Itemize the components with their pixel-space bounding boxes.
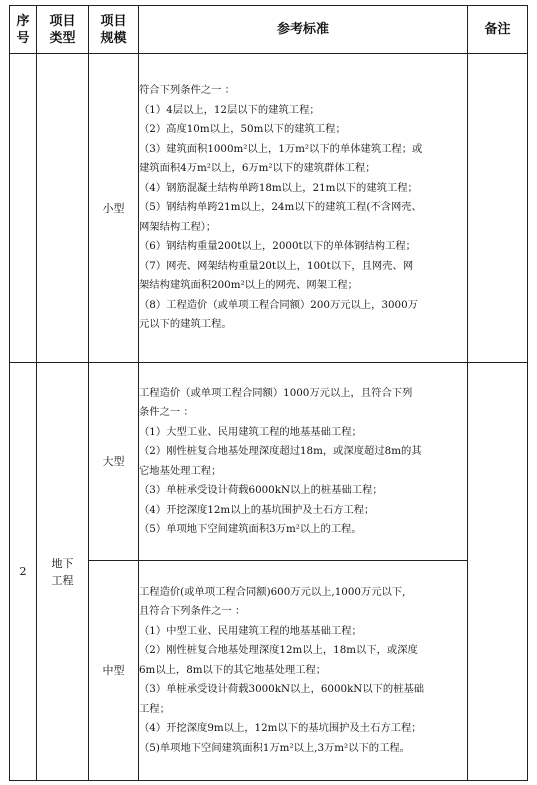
scale-cell: 小型: [89, 54, 139, 363]
header-reference-standard: 参考标准: [139, 6, 468, 54]
header-project-type: 项目 类型: [37, 6, 89, 54]
scale-cell: 中型: [89, 561, 139, 781]
number-cell: [10, 54, 37, 363]
project-type-cell: [37, 54, 89, 363]
header-number: 序 号: [10, 6, 37, 54]
project-type-cell: 地下 工程: [37, 363, 89, 781]
table-row: [10, 363, 528, 561]
table-row: [10, 54, 528, 363]
header-remarks: 备注: [468, 6, 528, 54]
remarks-cell: [468, 363, 528, 781]
scale-cell: 大型: [89, 363, 139, 561]
standard-cell: 符合下列条件之一 ： （1）4层以上，12层以下的建筑工程； （2）高度10m以上，50m以下的建筑工程； （3）建筑面积1000m²以上，1万m²以下的单体建筑工程；或 建筑面积4万m²以上，6万m²以下的建筑群体工程； （4）钢筋混凝土结构单跨18m以上，21m以下的建筑工程； （5）钢结构单跨21m以上，24m以下的建筑工程(不含网壳、 网架结构工程）； （6）钢结构重量200t以上，2000t以下的单体钢结构工程； （7）网壳、网架结构重量20t以上，100t以下，且网壳、网 架结构建筑面积200m²以上的网壳、网架工程； （8）工程造价（或单项工程合同额）200万元以上，3000万 元以下的建筑工程。: [139, 54, 468, 363]
header-row: [10, 6, 528, 54]
standards-table: [9, 5, 528, 781]
header-project-scale: 项目 规模: [89, 6, 139, 54]
number-cell: 2: [10, 363, 37, 781]
standard-cell: 工程造价(或单项工程合同额)600万元以上,1000万元以下, 且符合下列条件之一 ： （1）中型工业、民用建筑工程的地基基础工程； （2）刚性桩复合地基处理深度12m以上，18m以下，或深度 6m以上，8m以下的其它地基处理工程； （3）单桩承受设计荷载3000kN以上，6000kN以下的桩基础 工程； （4）开挖深度9m以上，12m以下的基坑围护及土石方工程； （5)单项地下空间建筑面积1万m²以上,3万m²以下的工程。: [139, 561, 468, 781]
remarks-cell: [468, 54, 528, 363]
standard-cell: 工程造价（或单项工程合同额）1000万元以上，且符合下列 条件之一 ： （1）大型工业、民用建筑工程的地基基础工程； （2）刚性桩复合地基处理深度超过18m，或深度超过8m的其 它地基处理工程； （3）单桩承受设计荷载6000kN以上的桩基础工程； （4）开挖深度12m以上的基坑围护及土石方工程； （5）单项地下空间建筑面积3万m²以上的工程。: [139, 363, 468, 561]
